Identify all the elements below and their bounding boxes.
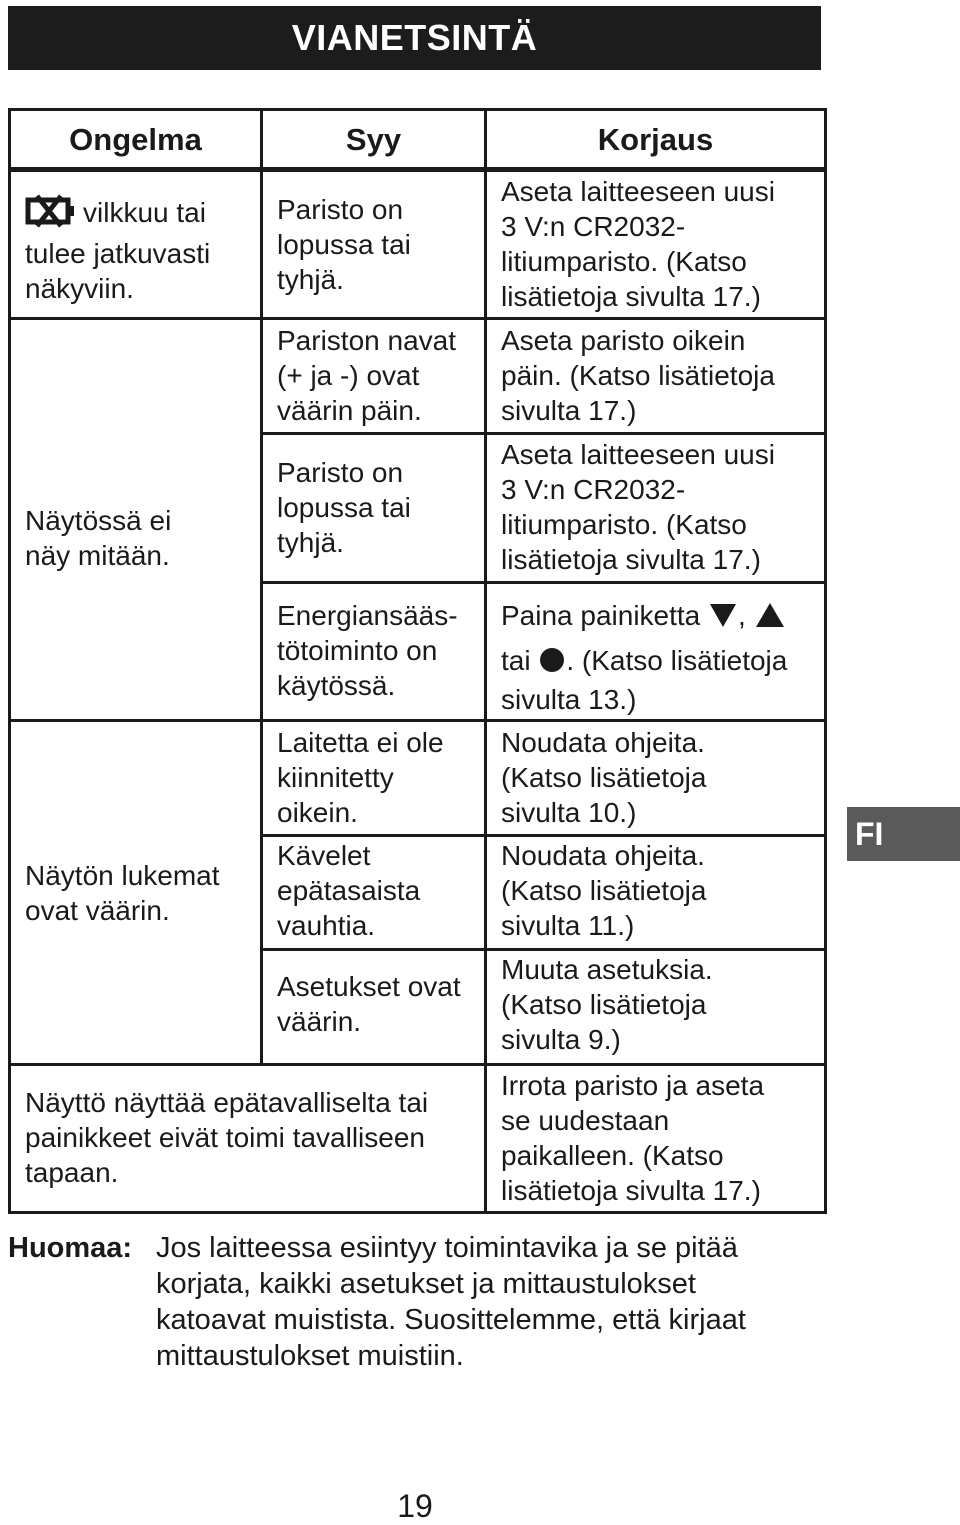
note-label: Huomaa: [8, 1232, 133, 1264]
cause-text: Paristo on lopussa tai tyhjä. [277, 194, 411, 295]
fix-cell [486, 319, 826, 434]
cause-cell [262, 721, 486, 836]
cause-text: Pariston navat (+ ja -) ovat väärin päin. [277, 325, 456, 426]
cause-cell [262, 170, 486, 319]
table-row [10, 1065, 826, 1213]
table-header-row [10, 110, 826, 170]
problem-cell [10, 721, 262, 1065]
problem-cell [10, 1065, 486, 1213]
cause-text: Asetukset ovat väärin. [277, 971, 461, 1037]
cause-cell [262, 583, 486, 721]
column-header-cause: Syy [262, 110, 486, 170]
circle-button-icon [538, 646, 566, 682]
problem-text: Näyttö näyttää epätavalliselta tai painikkeet eivät toimi tavalliseen tapaan. [25, 1087, 429, 1188]
column-header-fix: Korjaus [486, 110, 826, 170]
fix-cell [486, 836, 826, 950]
cause-cell [262, 950, 486, 1065]
problem-text: Näytössä ei näy mitään. [25, 504, 172, 571]
fix-cell [486, 721, 826, 836]
cause-text: Paristo on lopussa tai tyhjä. [277, 457, 411, 558]
problem-text: Näytön lukemat ovat väärin. [25, 859, 220, 926]
fix-cell [486, 950, 826, 1065]
cause-cell [262, 319, 486, 434]
cause-text: Laitetta ei ole kiinnitetty oikein. [277, 727, 444, 828]
fix-text: Aseta paristo oikein päin. (Katso lisätietoja sivulta 17.) [501, 325, 775, 426]
fix-cell: Paina painiketta , tai . (Katso lisätietoja sivulta 13.) [486, 583, 826, 721]
troubleshooting-table [8, 108, 827, 1214]
fix-text: Aseta laitteeseen uusi 3 V:n CR2032- litiumparisto. (Katso lisätietoja sivulta 17.) [501, 176, 775, 312]
fix-cell [486, 1065, 826, 1213]
fix-text: Aseta laitteeseen uusi 3 V:n CR2032- litiumparisto. (Katso lisätietoja sivulta 17.) [501, 439, 775, 575]
fix-text: Noudata ohjeita. (Katso lisätietoja sivulta 11.) [501, 840, 707, 941]
up-triangle-icon [754, 601, 786, 637]
table-row [10, 721, 826, 836]
fix-text: Noudata ohjeita. (Katso lisätietoja sivulta 10.) [501, 727, 707, 828]
fix-cell [486, 434, 826, 583]
column-header-problem: Ongelma [10, 110, 262, 170]
note-text: Jos laitteessa esiintyy toimintavika ja se pitää korjata, kaikki asetukset ja mittaustulokset katoavat muistista. Suosittelemme, että kirjaat mittaustulokset muistiin. [156, 1232, 746, 1372]
language-tab: FI [847, 807, 960, 861]
battery-low-icon [25, 194, 77, 236]
cause-text: Kävelet epätasaista vauhtia. [277, 840, 421, 941]
cause-cell [262, 836, 486, 950]
fix-text: Muuta asetuksia. (Katso lisätietoja sivulta 9.) [501, 954, 713, 1055]
cause-cell [262, 434, 486, 583]
table-row [10, 319, 826, 434]
table-row [10, 170, 826, 319]
fix-text: Irrota paristo ja aseta se uudestaan paikalleen. (Katso lisätietoja sivulta 17.) [501, 1070, 765, 1206]
fix-text: Paina painiketta , [501, 598, 814, 637]
fix-cell [486, 170, 826, 319]
down-triangle-icon [708, 601, 738, 637]
page-title: VIANETSINTÄ [8, 6, 821, 70]
problem-text: vilkkuu tai tulee jatkuvasti näkyviin. [25, 197, 211, 304]
cause-text: Energiansääs- tötoiminto on käytössä. [277, 600, 458, 701]
problem-cell [10, 319, 262, 721]
problem-cell [10, 170, 262, 319]
page-number: 19 [397, 1488, 433, 1524]
